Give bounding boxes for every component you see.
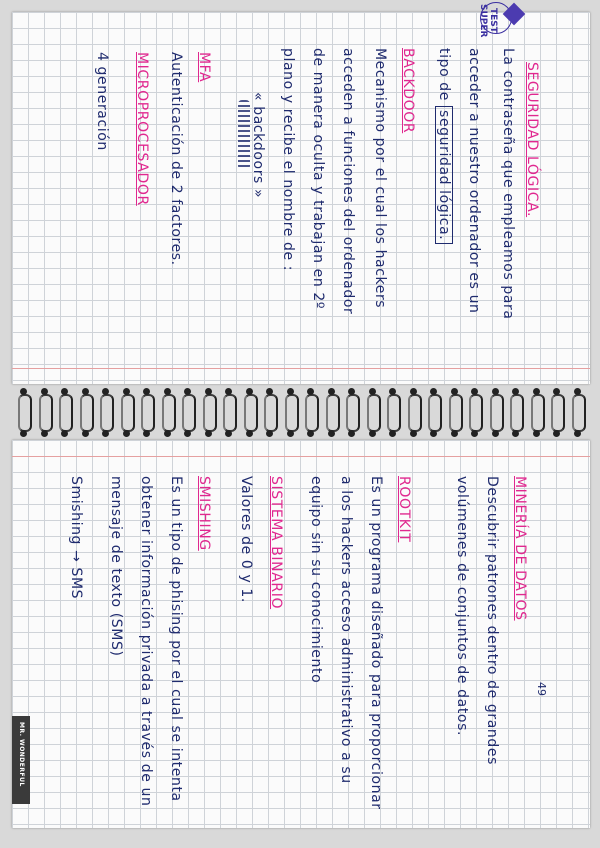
binding-hole: [164, 430, 171, 437]
binding-hole: [102, 430, 109, 437]
spiral-ring: [326, 394, 340, 432]
binding-hole: [533, 388, 540, 395]
heading-mineria-de-datos: MINERÍA DE DATOS: [512, 476, 528, 621]
spiral-ring: [100, 394, 114, 432]
text-seguridad-line-2: acceder a nuestro ordenador es un: [466, 48, 482, 314]
binding-hole: [492, 388, 499, 395]
spiral-ring: [244, 394, 258, 432]
brand-label: MR. WONDERFUL: [18, 722, 25, 787]
binding-hole: [205, 388, 212, 395]
binding-hole: [348, 430, 355, 437]
spiral-ring: [80, 394, 94, 432]
text-seguridad-line-1: La contraseña que empleamos para: [500, 48, 516, 320]
super-test-badge: [470, 0, 522, 40]
spiral-ring: [428, 394, 442, 432]
binding-hole: [389, 430, 396, 437]
binding-hole: [471, 388, 478, 395]
binding-hole: [266, 388, 273, 395]
boxed-seguridad-logica: seguridad lógica.: [435, 106, 453, 244]
text-rootkit-line-3: equipo sin su conocimiento: [308, 476, 324, 684]
binding-hole: [184, 388, 191, 395]
page-number: 49: [535, 682, 548, 696]
binding-hole: [410, 430, 417, 437]
binding-hole: [348, 388, 355, 395]
binding-hole: [307, 388, 314, 395]
binding-hole: [451, 430, 458, 437]
spiral-ring: [305, 394, 319, 432]
binding-hole: [533, 430, 540, 437]
binding-hole: [369, 388, 376, 395]
binding-hole: [369, 430, 376, 437]
margin-line: [12, 368, 590, 369]
binding-hole: [184, 430, 191, 437]
binding-hole: [123, 388, 130, 395]
text-smishing-line-1: Es un tipo de phising por el cual se intenta: [168, 476, 184, 802]
spiral-ring: [408, 394, 422, 432]
spiral-ring: [490, 394, 504, 432]
binding-hole: [287, 430, 294, 437]
text-mfa-line-1: Autenticación de 2 factores.: [168, 52, 184, 266]
binding-hole: [553, 388, 560, 395]
binding-hole: [430, 388, 437, 395]
text-mineria-line-2: volúmenes de conjuntos de datos.: [454, 476, 470, 737]
spiral-ring: [387, 394, 401, 432]
heading-sistema-binario: SISTEMA BINARIO: [268, 476, 284, 610]
text-rootkit-line-1: Es un programa diseñado para proporcionar: [368, 476, 384, 810]
spiral-ring: [141, 394, 155, 432]
binding-hole: [143, 430, 150, 437]
spiral-ring: [203, 394, 217, 432]
badge-line-1: SUPER: [478, 4, 488, 38]
text-backdoor-line-1: Mecanismo por el cual los hackers: [372, 48, 388, 309]
text-mineria-line-1: Descubrir patrones dentro de grandes: [484, 476, 500, 765]
heading-microprocesador: MICROPROCESADOR: [134, 52, 150, 206]
binding-hole: [328, 388, 335, 395]
binding-hole: [512, 430, 519, 437]
heading-backdoor: BACKDOOR: [400, 48, 416, 134]
binding-hole: [246, 430, 253, 437]
spiral-ring: [264, 394, 278, 432]
binding-hole: [328, 430, 335, 437]
spiral-binding: [12, 384, 590, 440]
text-smishing-line-4: Smishing → SMS: [68, 476, 84, 600]
spiral-ring: [346, 394, 360, 432]
spiral-ring: [223, 394, 237, 432]
binding-hole: [430, 430, 437, 437]
binding-hole: [20, 388, 27, 395]
binding-hole: [492, 430, 499, 437]
binding-hole: [307, 430, 314, 437]
margin-line: [12, 456, 590, 457]
spiral-ring: [59, 394, 73, 432]
heading-seguridad-logica: SEGURIDAD LÓGICA.: [524, 62, 540, 218]
binding-hole: [512, 388, 519, 395]
binding-hole: [205, 430, 212, 437]
binding-hole: [20, 430, 27, 437]
spiral-ring: [182, 394, 196, 432]
text-smishing-line-2: obtener información privada a través de un: [138, 476, 154, 807]
binding-hole: [225, 388, 232, 395]
badge-line-2: TEST: [488, 8, 498, 33]
binding-hole: [574, 430, 581, 437]
binding-hole: [61, 430, 68, 437]
binding-hole: [389, 388, 396, 395]
heading-mfa: MFA: [196, 52, 212, 83]
spiral-ring: [162, 394, 176, 432]
binding-hole: [123, 430, 130, 437]
text-rootkit-line-2: a los hackers acceso administrativo a su: [338, 476, 354, 784]
heading-rootkit: ROOTKIT: [396, 476, 412, 543]
binding-hole: [82, 388, 89, 395]
spiral-ring: [449, 394, 463, 432]
spiral-ring: [285, 394, 299, 432]
binding-hole: [246, 388, 253, 395]
binding-hole: [410, 388, 417, 395]
binding-hole: [41, 430, 48, 437]
spiral-ring: [510, 394, 524, 432]
text-smishing-line-3: mensaje de texto (SMS): [108, 476, 124, 657]
binding-hole: [451, 388, 458, 395]
binding-hole: [61, 388, 68, 395]
scribble-underline: [238, 100, 250, 170]
text-backdoor-line-2: acceden a funciones del ordenador: [340, 48, 356, 315]
spiral-ring: [367, 394, 381, 432]
binding-hole: [143, 388, 150, 395]
text-seguridad-line-3-prefix: tipo de: [436, 48, 452, 101]
spiral-ring: [469, 394, 483, 432]
text-seguridad-line-3: [436, 48, 452, 244]
binding-hole: [82, 430, 89, 437]
text-binario-line-1: Valores de 0 y 1.: [238, 476, 254, 603]
binding-hole: [225, 430, 232, 437]
spiral-ring: [531, 394, 545, 432]
binding-hole: [164, 388, 171, 395]
spiral-ring: [572, 394, 586, 432]
binding-hole: [287, 388, 294, 395]
text-backdoor-line-4: plano y recibe el nombre de :: [280, 48, 296, 272]
binding-hole: [41, 388, 48, 395]
spiral-ring: [39, 394, 53, 432]
text-backdoor-line-5: « backdoors »: [250, 92, 266, 199]
binding-hole: [266, 430, 273, 437]
binding-hole: [574, 388, 581, 395]
spiral-ring: [121, 394, 135, 432]
binding-hole: [102, 388, 109, 395]
text-backdoor-line-3: de manera oculta y trabajan en 2º: [310, 48, 326, 310]
text-micro-line-1: 4 generación: [94, 52, 110, 151]
binding-hole: [553, 430, 560, 437]
notebook-page-bottom: [12, 440, 590, 828]
spiral-ring: [551, 394, 565, 432]
heading-smishing: SMISHING: [196, 476, 212, 551]
brand-tab: [12, 716, 30, 804]
binding-hole: [471, 430, 478, 437]
spiral-ring: [18, 394, 32, 432]
